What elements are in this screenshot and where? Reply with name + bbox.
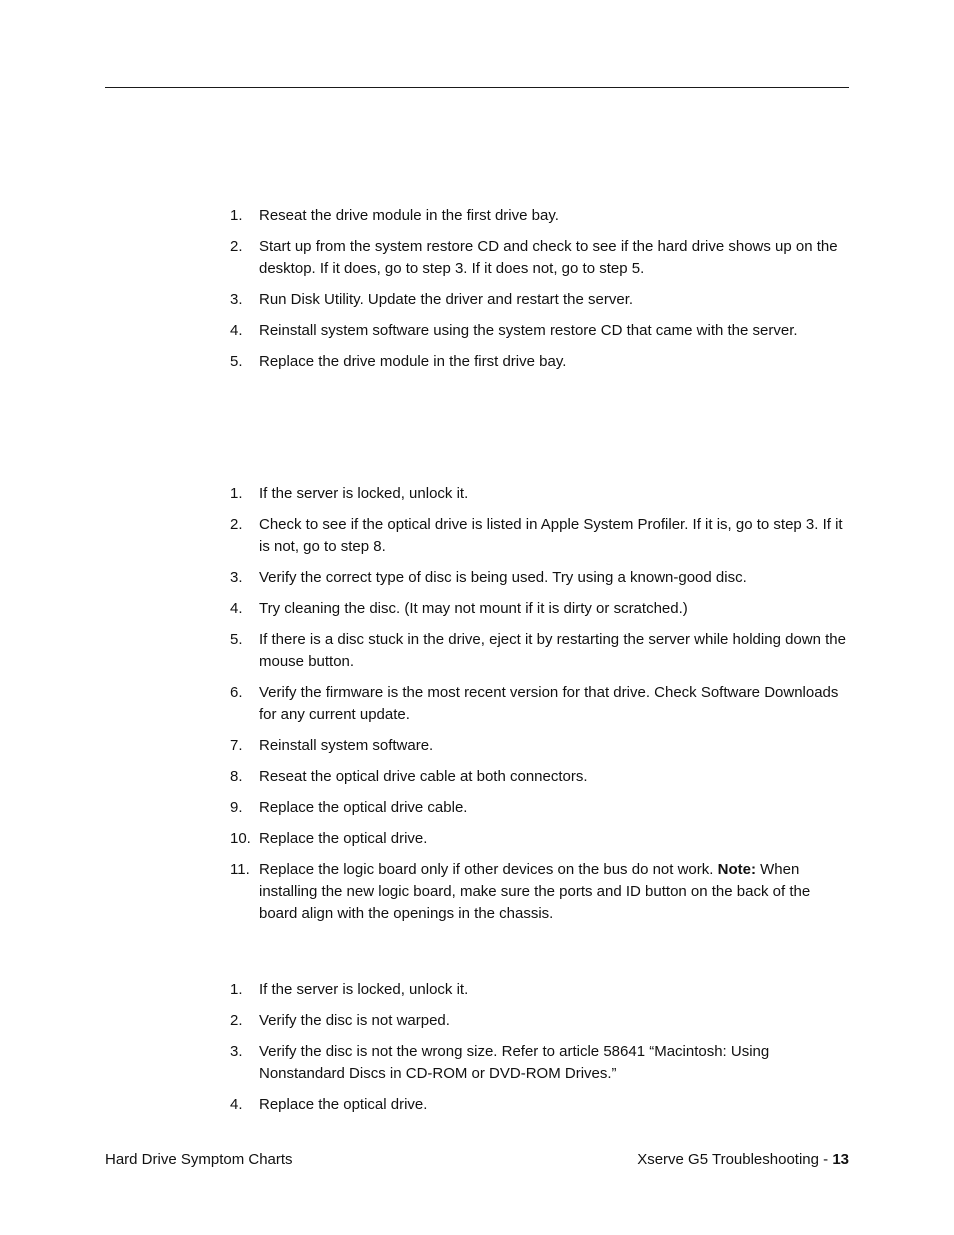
step-text: Verify the disc is not the wrong size. Refer to article 58641 “Macintosh: Using Nonstandard Discs in CD-ROM or DVD-ROM Drives.” bbox=[259, 1043, 770, 1082]
list-item bbox=[230, 979, 850, 1001]
step-number: 3. bbox=[230, 1043, 243, 1060]
footer-doc-title: Xserve G5 Troubleshooting - bbox=[637, 1151, 833, 1168]
list-item bbox=[230, 289, 850, 311]
step-number: 3. bbox=[230, 569, 243, 586]
step-text: Replace the optical drive cable. bbox=[259, 799, 468, 816]
list-item bbox=[230, 766, 850, 788]
step-text: Replace the optical drive. bbox=[259, 1096, 428, 1113]
step-text: Reinstall system software using the system restore CD that came with the server. bbox=[259, 322, 798, 339]
step-number: 10. bbox=[230, 830, 251, 847]
step-number: 2. bbox=[230, 1012, 243, 1029]
step-number: 7. bbox=[230, 737, 243, 754]
list-item bbox=[230, 682, 850, 726]
step-text-before: Replace the logic board only if other devices on the bus do not work. bbox=[259, 861, 718, 878]
footer-section-title: Hard Drive Symptom Charts bbox=[105, 1151, 293, 1168]
step-text: Start up from the system restore CD and check to see if the hard drive shows up on the desktop. If it does, go to step 3. If it does not, go to step 5. bbox=[259, 238, 838, 277]
list-item bbox=[230, 483, 850, 505]
step-text: Run Disk Utility. Update the driver and restart the server. bbox=[259, 291, 634, 308]
step-number: 9. bbox=[230, 799, 243, 816]
step-text: Replace the drive module in the first drive bay. bbox=[259, 353, 567, 370]
step-number: 4. bbox=[230, 322, 243, 339]
list-item bbox=[230, 1041, 850, 1085]
step-number: 1. bbox=[230, 207, 243, 224]
section-2-steps bbox=[230, 483, 850, 934]
step-text: Verify the disc is not warped. bbox=[259, 1012, 450, 1029]
step-text-after: When installing the new logic board, make sure the ports and ID button on the back of the board align with the openings in the chassis. bbox=[259, 861, 811, 922]
list-item bbox=[230, 598, 850, 620]
step-text: If the server is locked, unlock it. bbox=[259, 981, 469, 998]
step-text: Verify the firmware is the most recent version for that drive. Check Software Downloads for any current update. bbox=[259, 684, 839, 723]
step-number: 4. bbox=[230, 600, 243, 617]
list-item bbox=[230, 236, 850, 280]
step-number: 2. bbox=[230, 238, 243, 255]
list-item bbox=[230, 735, 850, 757]
section-3-steps bbox=[230, 979, 850, 1125]
step-text: Replace the optical drive. bbox=[259, 830, 428, 847]
list-item bbox=[230, 1094, 850, 1116]
step-text: Reinstall system software. bbox=[259, 737, 434, 754]
step-number: 1. bbox=[230, 485, 243, 502]
list-item bbox=[230, 351, 850, 373]
step-number: 2. bbox=[230, 516, 243, 533]
header-rule bbox=[105, 87, 849, 88]
step-text: Verify the correct type of disc is being used. Try using a known-good disc. bbox=[259, 569, 747, 586]
list-item bbox=[230, 629, 850, 673]
step-number: 11. bbox=[230, 861, 250, 878]
step-text: If the server is locked, unlock it. bbox=[259, 485, 469, 502]
list-item bbox=[230, 205, 850, 227]
list-item bbox=[230, 514, 850, 558]
footer-page-info bbox=[637, 1149, 849, 1171]
list-item bbox=[230, 320, 850, 342]
list-item bbox=[230, 797, 850, 819]
step-number: 5. bbox=[230, 631, 243, 648]
step-number: 3. bbox=[230, 291, 243, 308]
list-item bbox=[230, 859, 850, 925]
step-text: If there is a disc stuck in the drive, eject it by restarting the server while holding down the mouse button. bbox=[259, 631, 846, 670]
step-text: Try cleaning the disc. (It may not mount if it is dirty or scratched.) bbox=[259, 600, 688, 617]
step-number: 8. bbox=[230, 768, 243, 785]
section-1-steps bbox=[230, 205, 850, 382]
step-number: 5. bbox=[230, 353, 243, 370]
step-text: Check to see if the optical drive is listed in Apple System Profiler. If it is, go to step 3. If it is not, go to step 8. bbox=[259, 516, 843, 555]
page-number: 13 bbox=[832, 1151, 849, 1168]
step-number: 4. bbox=[230, 1096, 243, 1113]
list-item bbox=[230, 567, 850, 589]
list-item bbox=[230, 828, 850, 850]
step-text: Reseat the optical drive cable at both connectors. bbox=[259, 768, 588, 785]
step-number: 1. bbox=[230, 981, 243, 998]
step-text: Reseat the drive module in the first drive bay. bbox=[259, 207, 559, 224]
step-number: 6. bbox=[230, 684, 243, 701]
list-item bbox=[230, 1010, 850, 1032]
note-label: Note: bbox=[717, 861, 756, 878]
